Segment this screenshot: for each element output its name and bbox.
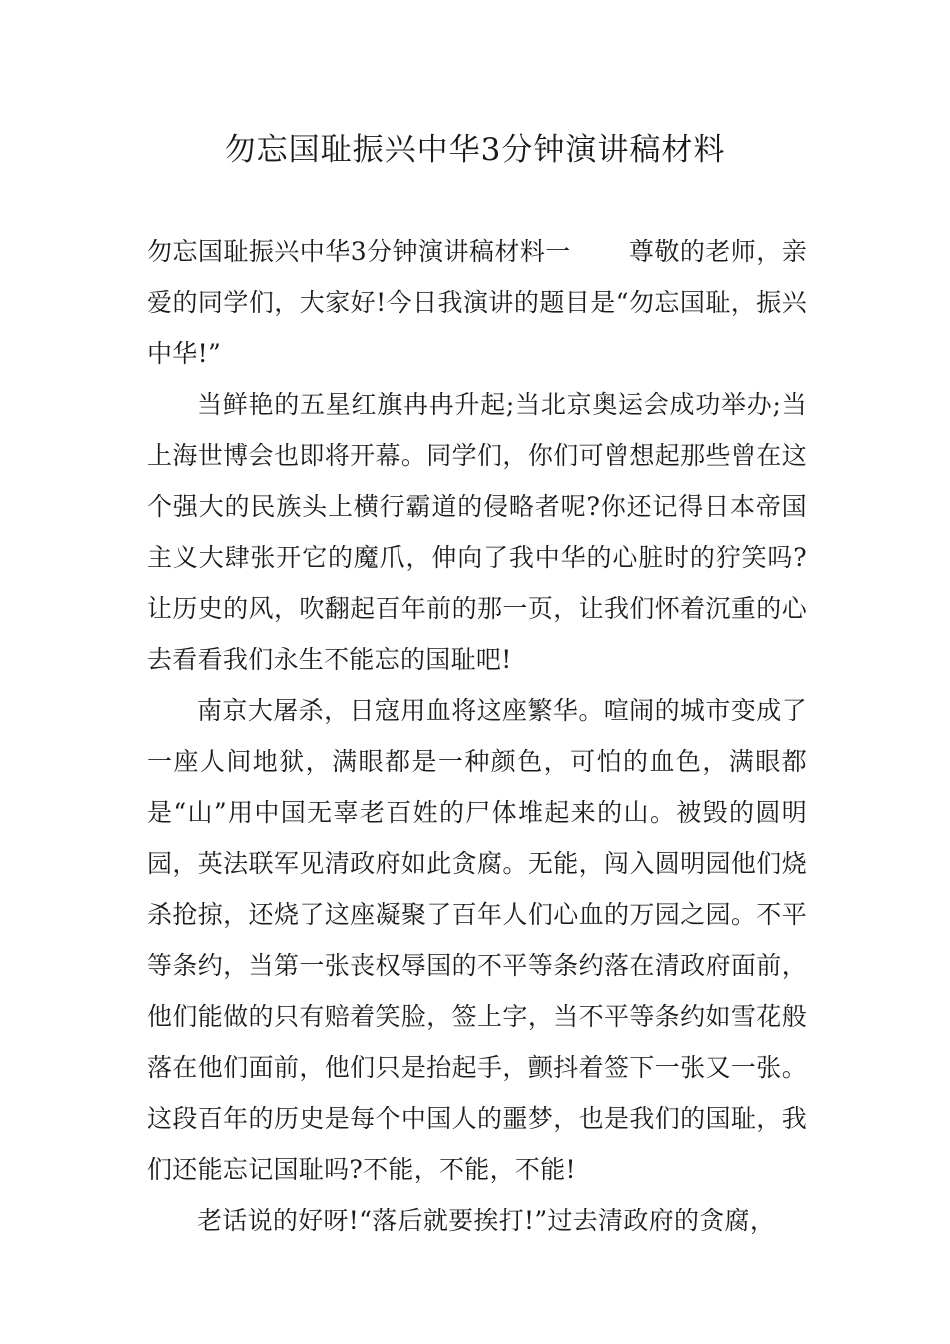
document-body xyxy=(147,226,807,1246)
lead-text: 尊敬的老师，亲爱的同学们，大家好!今日我演讲的题目是“勿忘国耻，振兴中华!” xyxy=(147,237,807,368)
paragraph-2: 南京大屠杀，日寇用血将这座繁华。喧闹的城市变成了一座人间地狱，满眼都是一种颜色，可怕的血色，满眼都是“山”用中国无辜老百姓的尸体堆起来的山。被毁的圆明园，英法联军见清政府如此贪腐。无能，闯入圆明园他们烧杀抢掠，还烧了这座凝聚了百年人们心血的万园之园。不平等条约，当第一张丧权辱国的不平等条约落在清政府面前，他们能做的只有赔着笑脸，签上字，当不平等条约如雪花般落在他们面前，他们只是抬起手，颤抖着签下一张又一张。这段百年的历史是每个中国人的噩梦，也是我们的国耻，我们还能忘记国耻吗?不能，不能，不能! xyxy=(147,696,807,1184)
paragraph-1: 当鲜艳的五星红旗冉冉升起;当北京奥运会成功举办;当上海世博会也即将开幕。同学们，你们可曾想起那些曾在这个强大的民族头上横行霸道的侵略者呢?你还记得日本帝国主义大肆张开它的魔爪，伸向了我中华的心脏时的狞笑吗?让历史的风，吹翻起百年前的那一页，让我们怀着沉重的心去看看我们永生不能忘的国耻吧! xyxy=(147,390,807,674)
document-title: 勿忘国耻振兴中华3分钟演讲稿材料 xyxy=(224,132,726,168)
lead-heading: 勿忘国耻振兴中华3分钟演讲稿材料一 xyxy=(147,237,571,266)
paragraph-3: 老话说的好呀!“落后就要挨打!”过去清政府的贪腐， xyxy=(197,1206,776,1235)
lead-paragraph xyxy=(147,226,807,379)
